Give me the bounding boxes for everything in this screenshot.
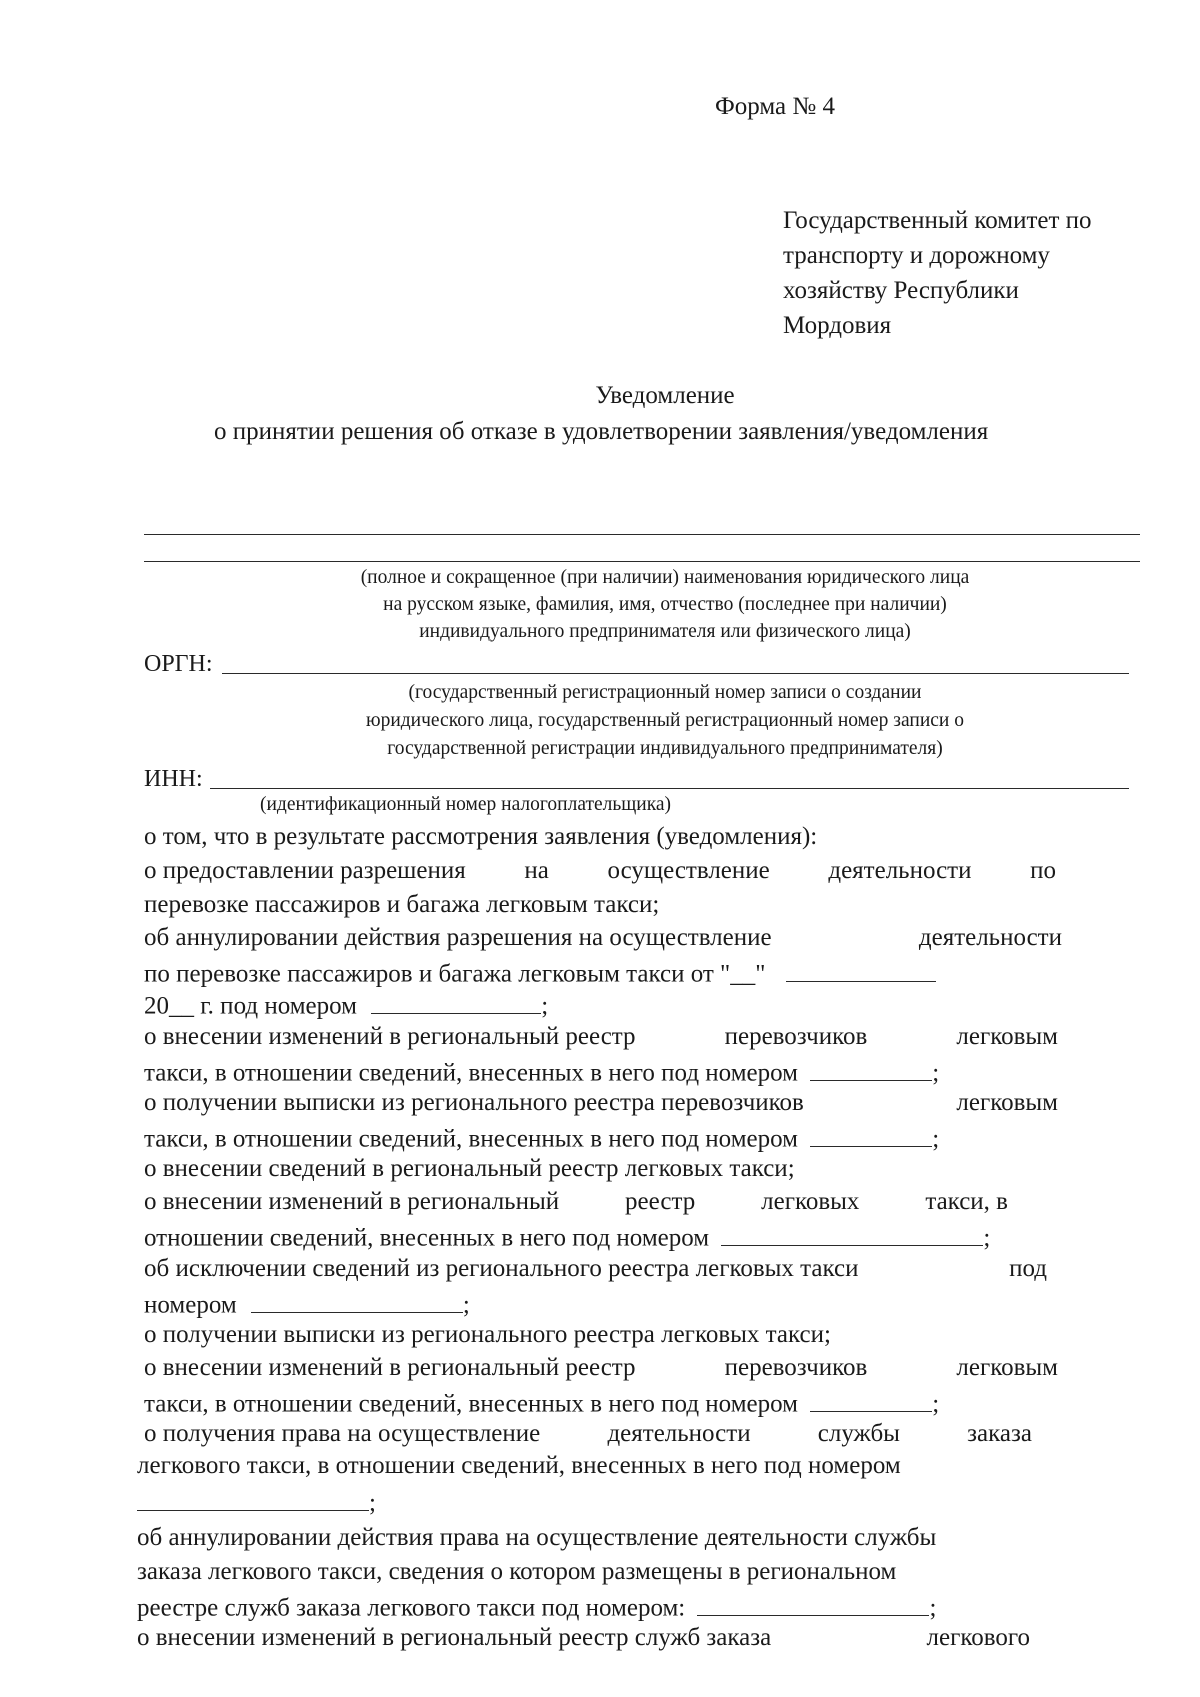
word: осуществление [607, 857, 770, 884]
word: об исключении сведений из регионального реестра легковых такси [144, 1255, 859, 1282]
text: 20__ г. под номером [144, 992, 357, 1020]
body-line [144, 1222, 990, 1251]
text: ; [462, 1291, 470, 1319]
text: реестре служб заказа легкового такси под номером: [137, 1594, 686, 1622]
word: об аннулировании действия разрешения на осуществление [144, 924, 772, 951]
caption-line: (полное и сокращенное (при наличии) наименования юридического лица [360, 567, 970, 588]
word: о предоставлении разрешения [144, 857, 466, 884]
name-line [144, 561, 1140, 562]
ogrn-label: ОРГН: [144, 651, 213, 677]
text: ; [932, 1125, 940, 1153]
document-subtitle: о принятии решения об отказе в удовлетворении заявления/уведомления [214, 418, 989, 445]
caption-line: юридического лица, государственный регистрационный номер записи о [366, 710, 964, 731]
word: легковых [761, 1188, 860, 1215]
text: отношении сведений, внесенных в него под номером [144, 1224, 710, 1252]
body-line: о внесении сведений в региональный реестр легковых такси; [144, 1155, 795, 1182]
addressee-line: Государственный комитет по [783, 207, 1092, 234]
number-blank [810, 1123, 932, 1147]
caption-line: индивидуального предпринимателя или физического лица) [419, 621, 911, 642]
number-blank [371, 990, 541, 1014]
addressee-line: хозяйству Республики [783, 277, 1019, 304]
text: такси, в отношении сведений, внесенных в него под номером [144, 1390, 798, 1418]
text: по перевозке пассажиров и багажа легковым такси от "__" [144, 960, 766, 988]
body-line: об аннулировании действия права на осуществление деятельности службы [137, 1524, 937, 1551]
word: деятельности [607, 1420, 751, 1447]
text: такси, в отношении сведений, внесенных в него под номером [144, 1059, 798, 1087]
word: о получении выписки из регионального реестра перевозчиков [144, 1089, 804, 1116]
body-line [144, 1421, 1032, 1446]
body-line [144, 1256, 1047, 1281]
body-line [137, 1625, 1030, 1650]
body-line [144, 1189, 1008, 1214]
text: ; [932, 1390, 940, 1418]
body-line [144, 1090, 1058, 1115]
body-line: легкового такси, в отношении сведений, внесенных в него под номером [137, 1452, 901, 1479]
text: ; [929, 1594, 937, 1622]
number-blank [251, 1289, 463, 1313]
date-blank [786, 958, 936, 982]
word: о внесении изменений в региональный реестр [144, 1023, 636, 1050]
word: легковым [956, 1023, 1058, 1050]
body-line: перевозке пассажиров и багажа легковым такси; [144, 891, 660, 918]
word: деятельности [828, 857, 972, 884]
body-line [144, 1123, 939, 1152]
word: о получения права на осуществление [144, 1420, 541, 1447]
body-line [144, 1057, 939, 1086]
body-line: заказа легкового такси, сведения о котором размещены в региональном [137, 1558, 897, 1585]
number-blank [810, 1388, 932, 1412]
word: заказа [967, 1420, 1032, 1447]
body-line [144, 958, 936, 987]
caption-line: на русском языке, фамилия, имя, отчество (последнее при наличии) [383, 594, 947, 615]
body-line [144, 1388, 939, 1417]
inn-line [210, 788, 1129, 789]
word: легкового [926, 1624, 1030, 1651]
text: ; [541, 992, 549, 1020]
number-blank [137, 1487, 369, 1511]
ogrn-line [222, 673, 1129, 674]
word: легковым [956, 1089, 1058, 1116]
word: такси, в [925, 1188, 1008, 1215]
word: под [1009, 1255, 1047, 1282]
intro-line: о том, что в результате рассмотрения заявления (уведомления): [144, 823, 818, 850]
document-title: Уведомление [595, 382, 735, 409]
number-blank [697, 1592, 929, 1616]
body-line [144, 1355, 1058, 1380]
form-label: Форма № 4 [715, 93, 835, 120]
inn-caption: (идентификационный номер налогоплательщика) [260, 794, 672, 815]
number-blank [721, 1222, 983, 1246]
body-line [137, 1592, 936, 1621]
word: реестр [625, 1188, 696, 1215]
word: перевозчиков [724, 1354, 868, 1381]
addressee-line: Мордовия [783, 312, 892, 339]
number-blank [810, 1057, 932, 1081]
word: о внесении изменений в региональный реестр [144, 1354, 636, 1381]
word: на [524, 857, 549, 884]
addressee-line: транспорту и дорожному [783, 242, 1050, 269]
caption-line: (государственный регистрационный номер записи о создании [408, 682, 922, 703]
inn-label: ИНН: [144, 766, 203, 792]
name-line [144, 534, 1140, 535]
text: такси, в отношении сведений, внесенных в него под номером [144, 1125, 798, 1153]
word: о внесении изменений в региональный [144, 1188, 560, 1215]
caption-line: государственной регистрации индивидуального предпринимателя) [387, 738, 943, 759]
body-line [137, 1487, 376, 1516]
text: ; [983, 1224, 991, 1252]
word: о внесении изменений в региональный реестр служб заказа [137, 1624, 772, 1651]
word: легковым [956, 1354, 1058, 1381]
text: ; [369, 1489, 376, 1517]
text: ; [932, 1059, 940, 1087]
word: службы [817, 1420, 900, 1447]
body-line [144, 858, 1056, 883]
word: по [1030, 857, 1056, 884]
text: номером [144, 1291, 237, 1319]
body-line [144, 990, 548, 1019]
body-line: о получении выписки из регионального реестра легковых такси; [144, 1321, 831, 1348]
word: деятельности [918, 924, 1062, 951]
body-line [144, 925, 1062, 950]
word: перевозчиков [724, 1023, 868, 1050]
body-line [144, 1289, 470, 1318]
body-line [144, 1024, 1058, 1049]
